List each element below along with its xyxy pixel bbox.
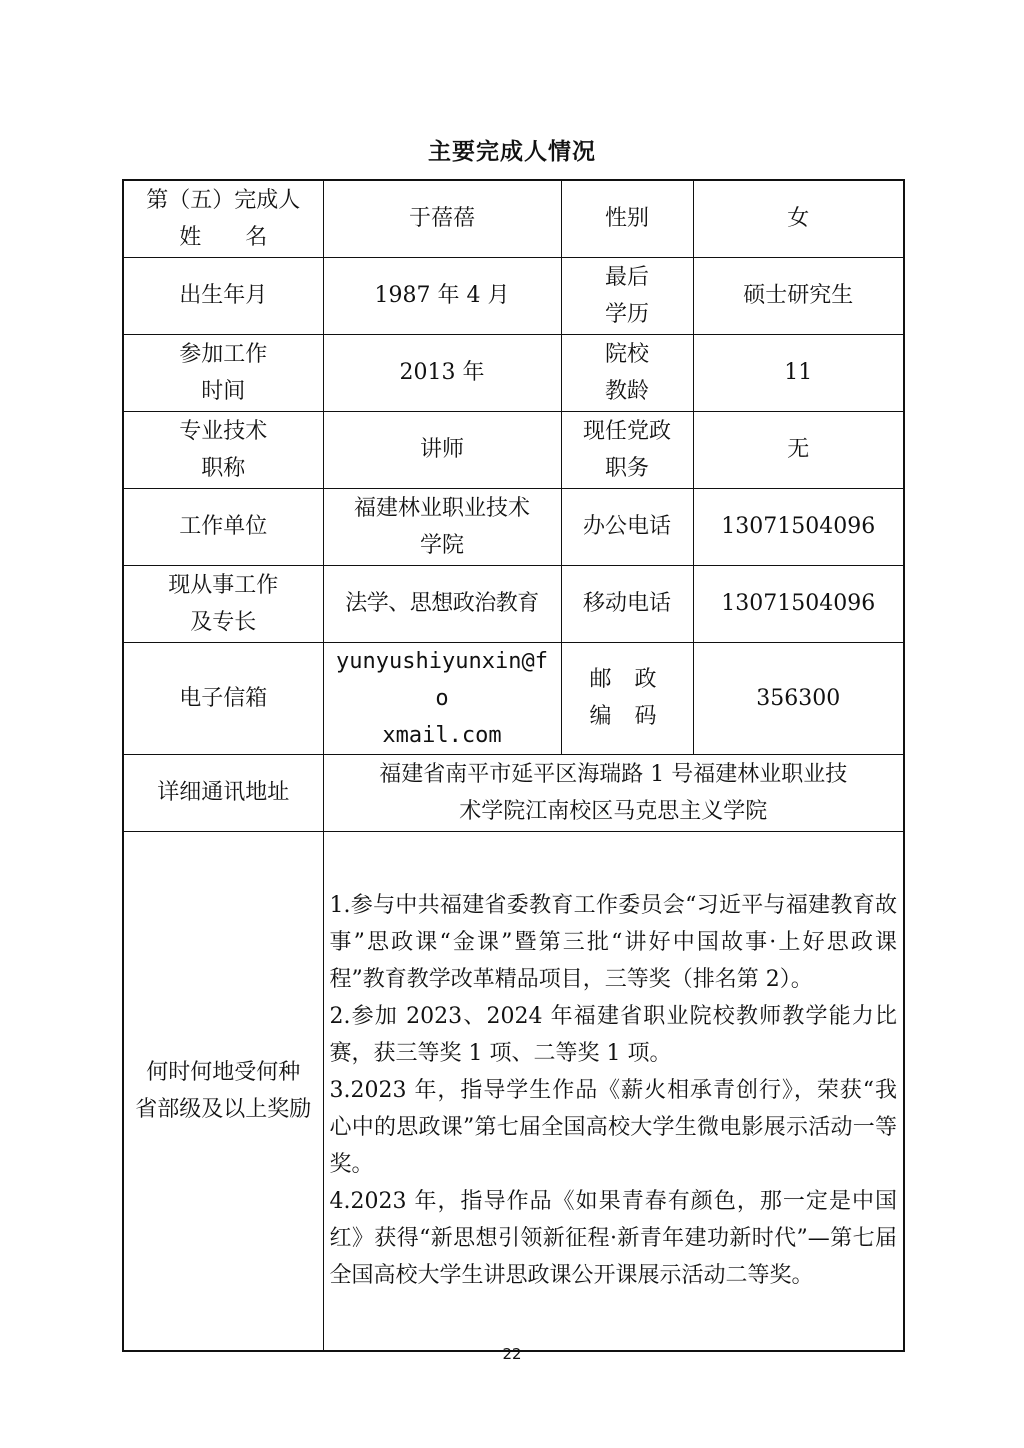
label-line: 院校 (604, 341, 649, 367)
table-row-specialty (123, 565, 904, 642)
label-gender: 性别 (561, 180, 693, 257)
value-line: yunyushiyunxin@fo (336, 648, 548, 711)
label-line: 及专长 (190, 609, 257, 635)
label-birth-date: 出生年月 (123, 257, 323, 334)
value-name: 于蓓蓓 (323, 180, 561, 257)
value-line: xmail.com (382, 722, 502, 748)
value-line: 学院 (419, 532, 464, 558)
table-row-employer (123, 488, 904, 565)
label-line: 最后 (604, 264, 649, 290)
label-specialty (123, 565, 323, 642)
award-item: 1.参与中共福建省委教育工作委员会“习近平与福建教育故事”思政课“金课”暨第三批“讲好中国故事·上好思政课程”教育教学改革精品项目，三等奖（排名第 2）。 (329, 893, 897, 993)
table-row-address (123, 754, 904, 831)
label-mobile-phone: 移动电话 (561, 565, 693, 642)
table-row-title (123, 411, 904, 488)
label-line: 参加工作 (179, 341, 268, 367)
label-postal-code (561, 642, 693, 754)
label-line: 职务 (604, 455, 649, 481)
label-address: 详细通讯地址 (123, 754, 323, 831)
label-line: 省部级及以上奖励 (135, 1096, 312, 1122)
label-line: 职称 (201, 455, 246, 481)
value-address (323, 754, 904, 831)
label-line: 姓 名 (179, 224, 268, 250)
label-work-start (123, 334, 323, 411)
value-birth-date: 1987 年 4 月 (323, 257, 561, 334)
label-line: 学历 (604, 301, 649, 327)
value-awards (323, 831, 904, 1351)
table-row-birth (123, 257, 904, 334)
award-item: 4.2023 年，指导作品《如果青春有颜色，那一定是中国红》获得“新思想引领新征程·新青年建功新时代”—第七届全国高校大学生讲思政课公开课展示活动二等奖。 (329, 1189, 897, 1289)
label-line: 编 码 (589, 704, 665, 729)
value-professional-title: 讲师 (323, 411, 561, 488)
label-line: 专业技术 (179, 418, 268, 444)
label-employer: 工作单位 (123, 488, 323, 565)
value-mobile-phone: 13071504096 (693, 565, 904, 642)
value-work-start: 2013 年 (323, 334, 561, 411)
table-row-email (123, 642, 904, 754)
value-email (323, 642, 561, 754)
value-education: 硕士研究生 (693, 257, 904, 334)
value-party-position: 无 (693, 411, 904, 488)
label-party-position (561, 411, 693, 488)
award-item: 2.参加 2023、2024 年福建省职业院校教师教学能力比赛，获三等奖 1 项、二等奖 1 项。 (329, 1004, 897, 1067)
label-line: 邮 政 (589, 667, 665, 692)
value-postal-code: 356300 (693, 642, 904, 754)
label-line: 时间 (201, 378, 246, 404)
table-row-awards (123, 831, 904, 1351)
page-number: 22 (502, 1345, 522, 1363)
value-specialty: 法学、思想政治教育 (323, 565, 561, 642)
value-line: 福建省南平市延平区海瑞路 1 号福建林业职业技 (379, 761, 848, 787)
award-item: 3.2023 年，指导学生作品《薪火相承青创行》，荣获“我心中的思政课”第七届全国高校大学生微电影展示活动一等奖。 (329, 1078, 897, 1178)
label-line: 教龄 (604, 378, 649, 404)
label-professional-title (123, 411, 323, 488)
label-completer-name (123, 180, 323, 257)
table-row-work-start (123, 334, 904, 411)
label-education (561, 257, 693, 334)
value-office-phone: 13071504096 (693, 488, 904, 565)
value-teaching-years: 11 (693, 334, 904, 411)
label-line: 第（五）完成人 (146, 187, 301, 213)
value-employer (323, 488, 561, 565)
value-gender: 女 (693, 180, 904, 257)
completer-info-table (122, 179, 905, 1352)
value-line: 术学院江南校区马克思主义学院 (459, 798, 768, 824)
label-line: 现任党政 (582, 418, 671, 444)
label-line: 何时何地受何种 (146, 1059, 301, 1085)
page-title: 主要完成人情况 (428, 139, 596, 165)
value-line: 福建林业职业技术 (353, 495, 530, 521)
label-email: 电子信箱 (123, 642, 323, 754)
table-row-name (123, 180, 904, 257)
label-awards (123, 831, 323, 1351)
label-line: 现从事工作 (168, 572, 279, 598)
label-teaching-years (561, 334, 693, 411)
label-office-phone: 办公电话 (561, 488, 693, 565)
